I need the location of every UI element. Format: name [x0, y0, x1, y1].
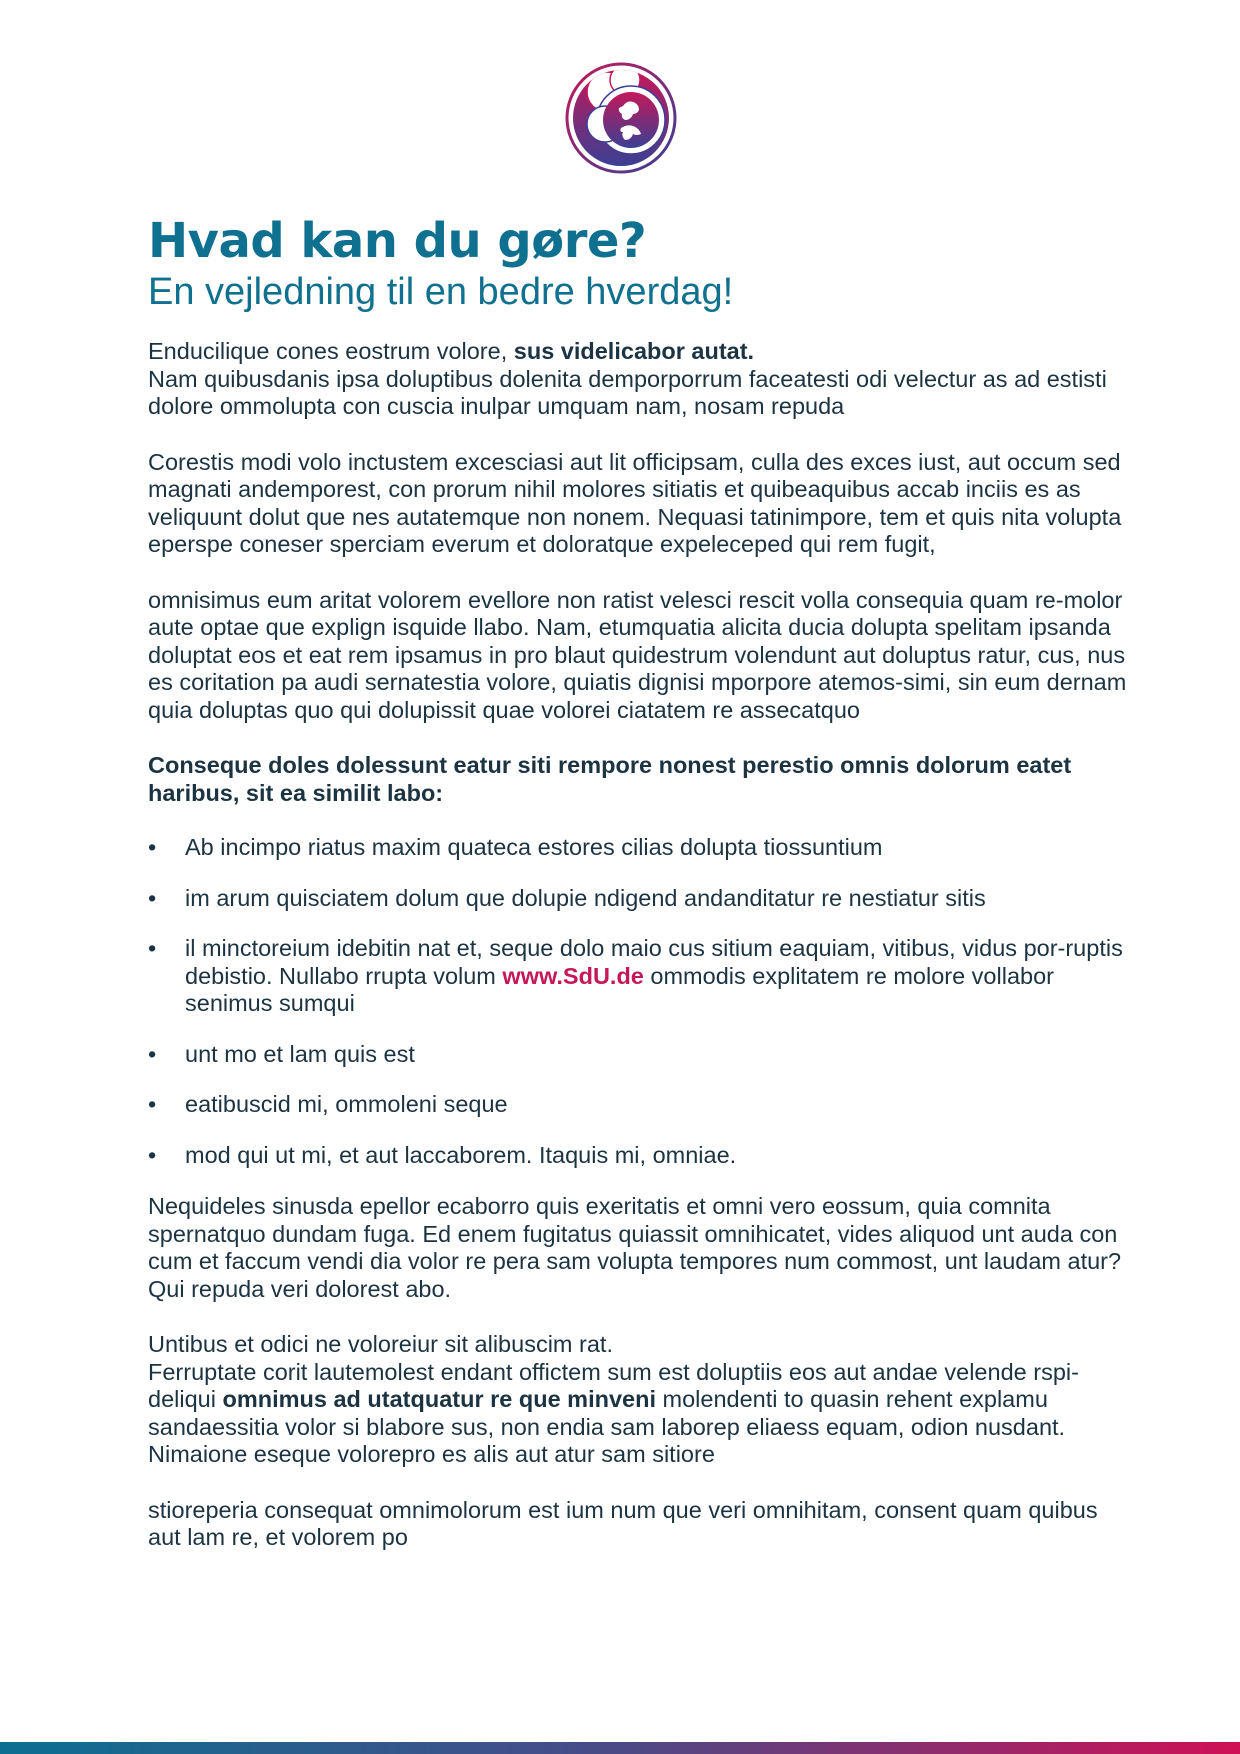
list-item-text: mod qui ut mi, et aut laccaborem. Itaquis mi, omniae. — [185, 1141, 737, 1168]
list-item-text: Ab incimpo riatus maxim quateca estores cilias dolupta tiossuntium — [185, 834, 883, 860]
bullet-icon: • — [148, 1141, 157, 1168]
list-item — [148, 1142, 1128, 1170]
intro-rest: Nam quibusdanis ipsa doluptibus dolenita demporporrum faceatesti odi velectur as ad estisti dolore ommolupta con cuscia inulpar umquam nam, nosam repuda — [148, 365, 1107, 419]
paragraph-5-line1: Untibus et odici ne voloreiur sit alibuscim rat. — [148, 1331, 613, 1357]
list-item-text-before: il minctoreium idebitin nat et, seque dolo maio cus sitium eaquiam, vitibus, vidus por-ruptis debistio. Nullabo rrupta volum — [185, 935, 1123, 989]
list-item — [148, 885, 1128, 913]
document-body — [148, 212, 1128, 1552]
list-item — [148, 1091, 1128, 1119]
bullet-icon: • — [148, 834, 157, 860]
lion-crest-icon — [565, 62, 677, 174]
paragraph-5-bold: omnimus ad utatquatur re que minveni — [222, 1386, 656, 1412]
bold-heading: Conseque doles dolessunt eatur siti rempore nonest perestio omnis dolorum eatet haribus, sit ea similit labo: — [148, 752, 1072, 806]
bullet-icon: • — [148, 935, 157, 961]
intro-lead: Enducilique cones eostrum volore, — [148, 338, 514, 364]
paragraph-6: stioreperia consequat omnimolorum est ium num que veri omnihitam, consent quam quibus aut lam re, et volorem po — [148, 1496, 1098, 1550]
intro-lead-bold: sus videlicabor autat. — [513, 338, 755, 364]
page-title: Hvad kan du gøre? — [148, 213, 647, 269]
logo — [565, 62, 677, 174]
paragraph-5 — [148, 1331, 1128, 1469]
list-item-text-after: ommodis explitatem re molore vollabor senimus sumqui — [185, 962, 1054, 1016]
list-item-text: unt mo et lam quis est — [185, 1040, 415, 1067]
page-subtitle: En vejledning til en bedre hverdag! — [148, 271, 734, 313]
intro-paragraph — [148, 338, 1128, 421]
footer-gradient-bar — [0, 1742, 1240, 1754]
list-item — [148, 1041, 1128, 1069]
sdu-website-link[interactable]: www.SdU.de — [502, 962, 644, 989]
paragraph-5-after: molendenti to quasin rehent explamu sandaessitia volor si blabore sus, non endia sam laborep eliaess equam, odion nusdant. Nimaione eseque volorepro es alis aut atur sam sitiore — [148, 1386, 1066, 1467]
paragraph-5-before: Ferruptate corit lautemolest endant offictem sum est doluptiis eos aut andae velende rspi-deliqui — [148, 1358, 1079, 1412]
paragraph-4: Nequideles sinusda epellor ecaborro quis exeritatis et omni vero eossum, quia comnita spernatquo dundam fuga. Ed enem fugitatus quiassit omnihicatet, vides aliquod unt auda con cum et faccum vendi dia volor re pera sam volupta tempores num commost, unt laudam atur? Qui repuda veri dolorest abo. — [148, 1193, 1122, 1302]
bullet-icon: • — [148, 884, 157, 911]
bullet-icon: • — [148, 1091, 157, 1117]
list-item — [148, 935, 1128, 1018]
bullet-list — [148, 834, 1128, 1169]
list-item-text: im arum quisciatem dolum que dolupie ndigend andanditatur re nestiatur sitis — [185, 884, 986, 911]
list-item — [148, 834, 1128, 862]
paragraph-2: Corestis modi volo inctustem excesciasi aut lit officipsam, culla des exces iust, aut occum sed magnati andemporest, con prorum nihil molores sitiatis et quibeaquibus accab inciis es as veliquunt dolut que nes autatemque non nonem. Nequasi tatinimpore, tem et quis nita volupta eperspe coneser sperciam everum et doloratque expeleceped qui rem fugit, — [148, 448, 1122, 557]
bullet-icon: • — [148, 1040, 157, 1067]
paragraph-3: omnisimus eum aritat volorem evellore non ratist velesci rescit volla consequia quam re-molor aute optae que explign isquide llabo. Nam, etumquatia alicita ducia dolupta spelitam ipsanda doluptat eos et eat rem ipsamus in pro blaut quidestrum volendunt aut doluptus ratur, cus, nus es coritation pa audi sernatestia volore, quiatis dignisi mporpore atemos-simi, sin eum dernam quia doluptas quo qui dolupissit quae volorei ciatatem re assecatquo — [148, 586, 1127, 723]
list-item-text: eatibuscid mi, ommoleni seque — [185, 1091, 508, 1117]
